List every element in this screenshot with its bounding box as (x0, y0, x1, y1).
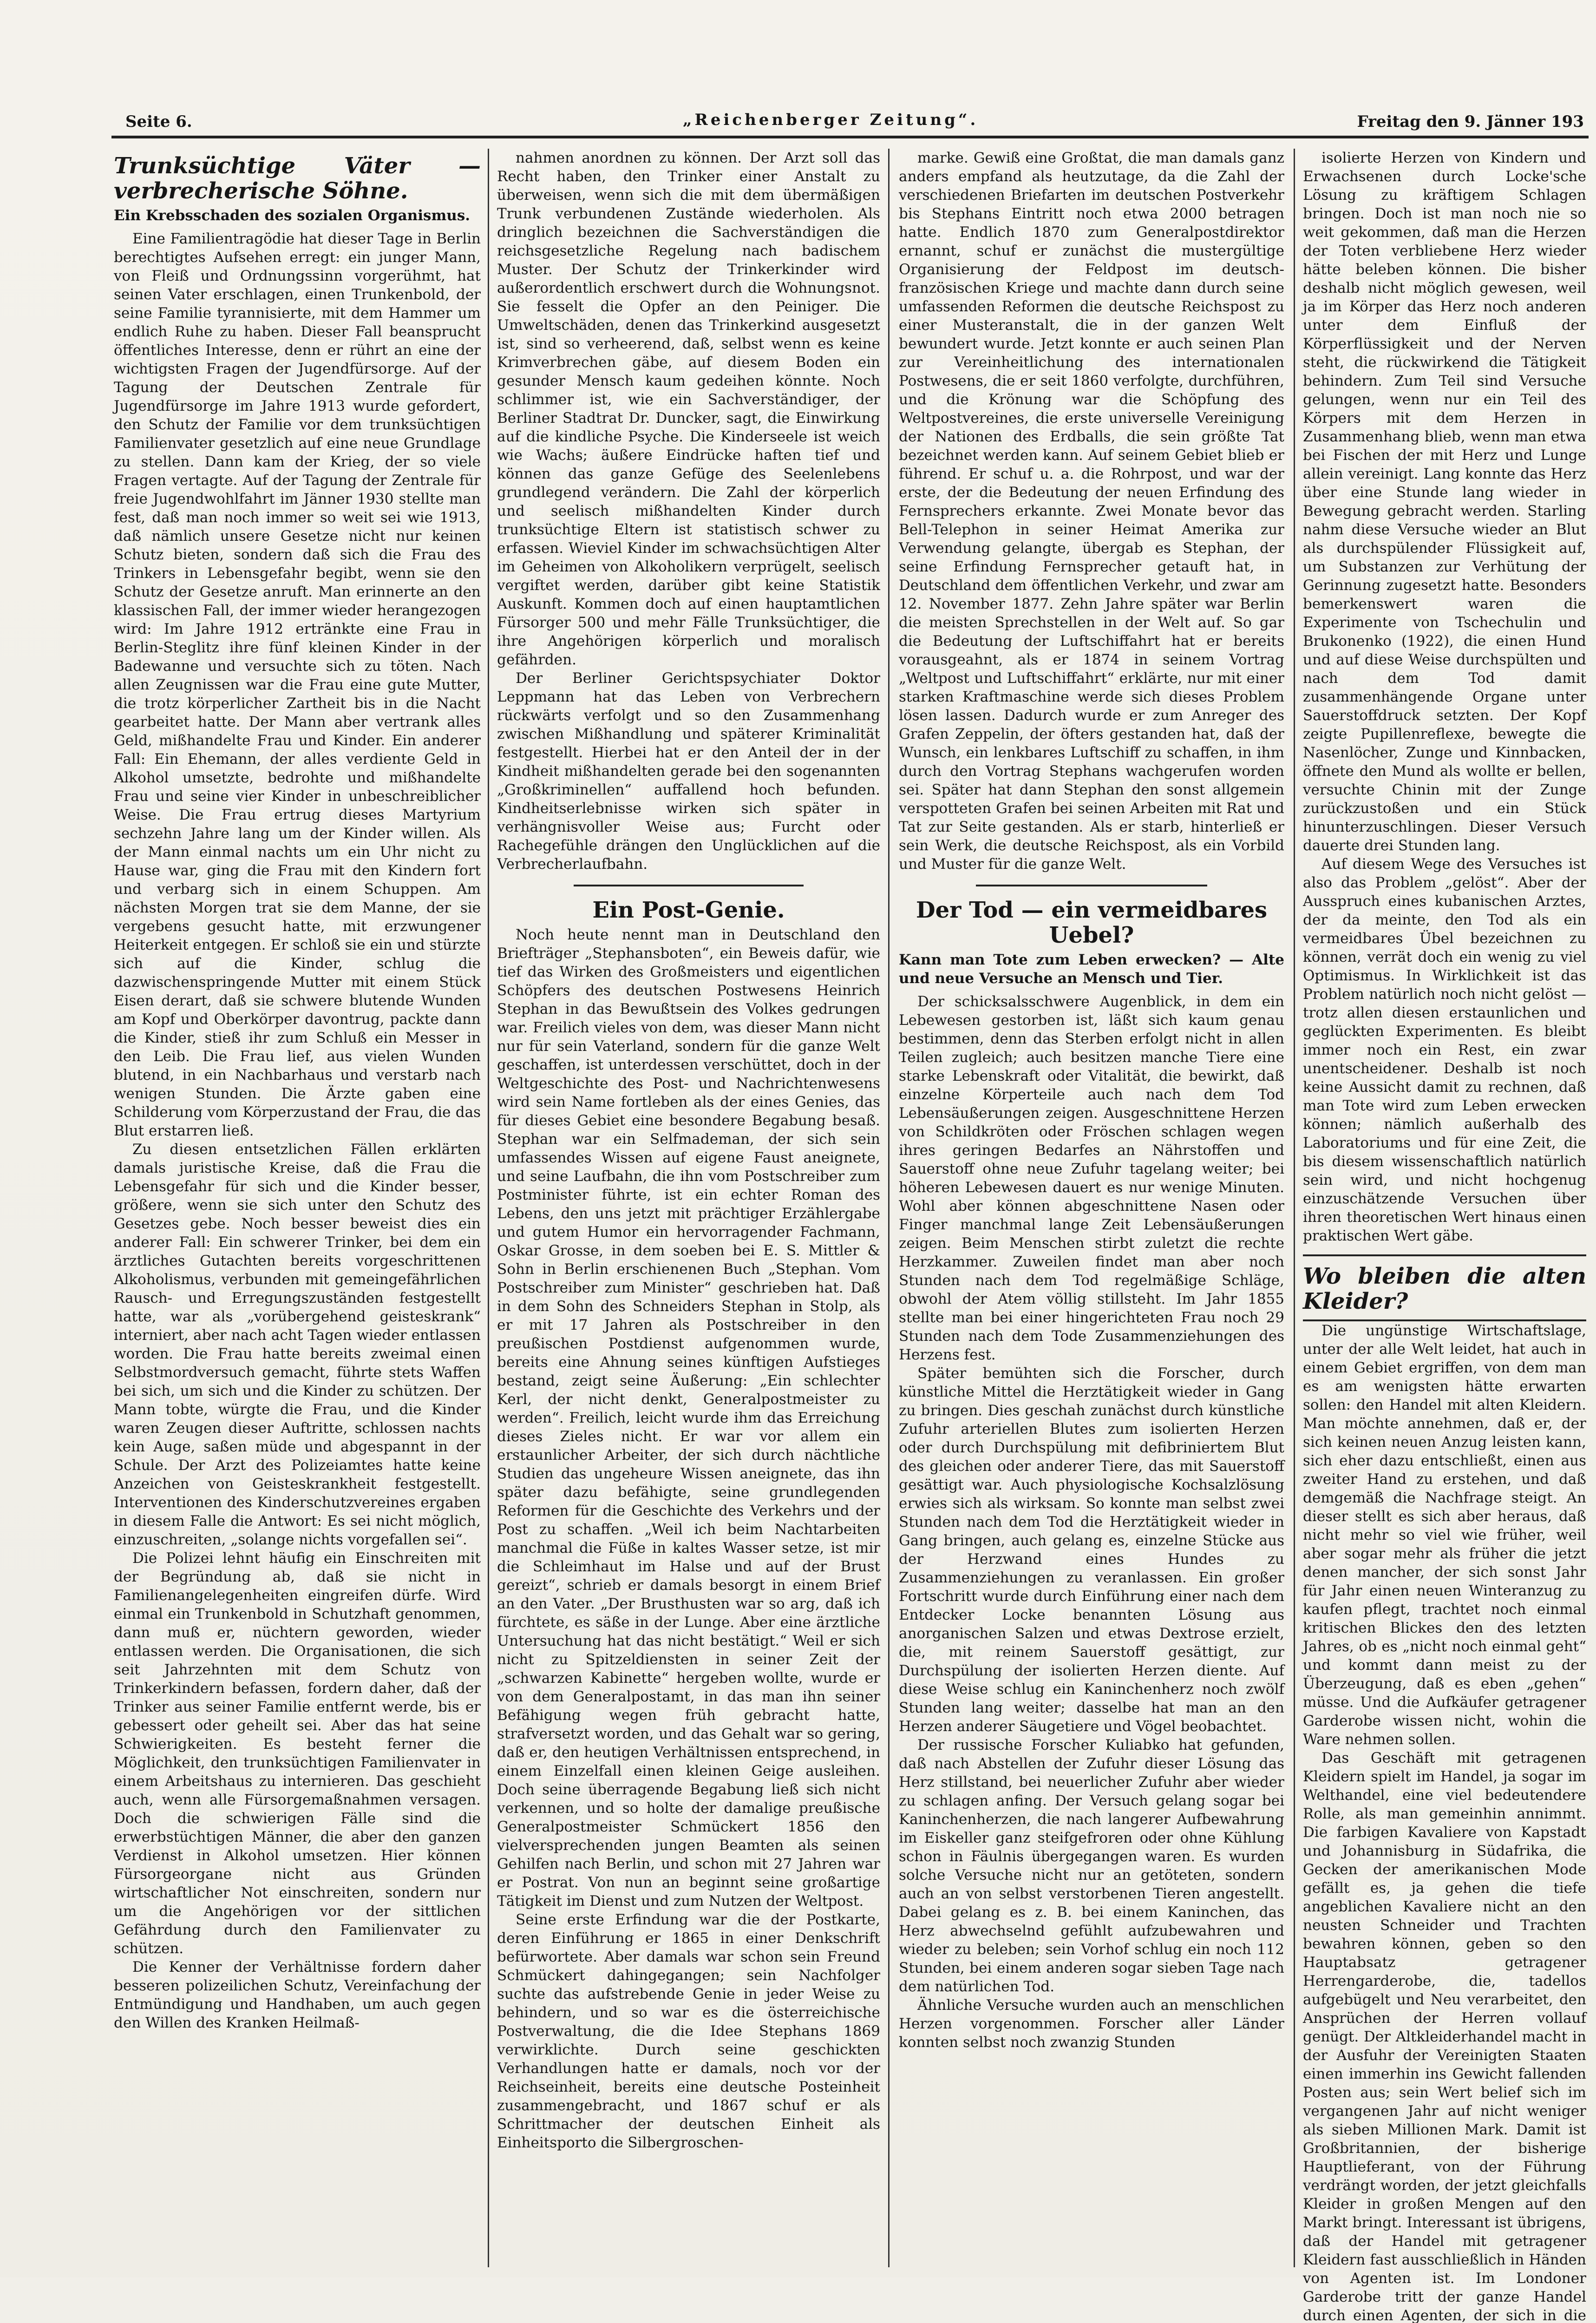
section-separator (976, 885, 1207, 886)
article-paragraph: marke. Gewiß eine Großtat, die man damals ganz anders empfand als heutzutage, da die Zahl der verschiedenen Briefarten im deutschen Postverkehr bis Stephans Eintritt noch etwa 2000 betragen hatte. Endlich 1870 zum Generalpostdirektor ernannt, schuf er zunächst die mustergültige Organisierung der Feldpost im deutsch-französischen Kriege und machte dann durch seine umfassenden Reformen die deutsche Reichspost zu einer Musteranstalt, die in der ganzen Welt bewundert wurde. Jetzt konnte er auch seinen Plan zur Vereinheitlichung des internationalen Postwesens, die er seit 1860 verfolgte, durchführen, und die Krönung war die Schöpfung des Weltpostvereines, die erste universelle Vereinigung der Nationen des Erdballs, die sein größte Tat bezeichnet werden kann. Auf seinem Gebiet blieb er führend. Er schuf u. a. die Rohrpost, und war der erste, der die Bedeutung der neuen Erfindung des Fernsprechers erkannte. Zwei Monate bevor das Bell-Telephon in seiner Heimat Amerika zur Verwendung gelangte, übergab es Stephan, der seine Erfindung Fernsprecher getauft hat, in Deutschland dem öffentlichen Verkehr, und zwar am 12. November 1877. Zehn Jahre später war Berlin die meisten Sprechstellen in der Welt auf. So gar die Bedeutung der Luftschiffahrt hat er bereits vorausgeahnt, als er 1874 in seinem Vortrag „Weltpost und Luftschiffahrt“ erklärte, nur mit einer starken Kraftmaschine werde sich dieses Problem lösen lassen. Dadurch wurde er zum Anreger des Grafen Zeppelin, der öfters gestanden hat, daß der Wunsch, ein lenkbares Luftschiff zu schaffen, in ihm durch den Vortrag Stephans wachgerufen worden sei. Später hat dann Stephan den sonst allgemein verspotteten Grafen bei seinen Arbeiten mit Rat und Tat zur Seite gestanden. Als er starb, hinterließ er sein Werk, die deutsche Reichspost, als ein Vorbild und Muster für die ganze Welt. (899, 150, 1284, 873)
article-subtitle: Ein Krebsschaden des sozialen Organismus. (114, 207, 471, 224)
article-title: Trunksüchtige Väter — verbrecherische Söhne. (114, 153, 481, 204)
article-subtitle: Kann man Tote zum Leben erwecken? — Alte und neue Versuche an Mensch und Tier. (899, 952, 1284, 987)
page-header (125, 108, 1584, 145)
article-paragraph: isolierte Herzen von Kindern und Erwachsenen durch Locke'sche Lösung zu kräftigem Schlagen bringen. Doch ist man noch nie so weit gekommen, daß man die Herzen der Toten verbliebene Herz wieder hätte beleben können. Die bisher deshalb nicht möglich gewesen, weil ja im Körper das Herz noch anderen unter dem Einfluß der Körperflüssigkeit und der Nerven steht, die rückwirkend die Tätigkeit behindern. Zum Teil sind Versuche gelungen, wenn nur ein Teil des Körpers mit dem Herzen in Zusammenhang blieb, wenn man etwa bei Fischen der mit Herz und Lunge allein vereinigt. Lang konnte das Herz über eine Stunde lang wieder in Bewegung gebracht werden. Starling nahm diese Versuche wieder an Blut als durchspülender Flüssigkeit auf, um Substanzen zur Verhütung der Gerinnung zugesetzt hatte. Besonders bemerkenswert waren die Experimente von Tschechulin und Brukonenko (1922), die einen Hund und auf diese Weise durchspülten und nach dem Tod damit zusammenhängende Organe unter Sauerstoffdruck setzten. Der Kopf zeigte Pupillenreflexe, bewegte die Nasenlöcher, Zunge und Kinnbacken, öffnete den Mund als wollte er bellen, versuchte Chinin mit der Zunge zurückzustoßen und ein Stück hinunterzuschlingen. Dieser Versuch dauerte drei Stunden lang. (1303, 150, 1586, 854)
column-2 (497, 149, 880, 2267)
article-title: Der Tod — ein vermeidbares Uebel? (916, 897, 1268, 948)
column-1 (114, 149, 481, 2267)
article-title: Wo bleiben die alten Kleider? (1303, 1263, 1586, 1314)
article-paragraph: Die Polizei lehnt häufig ein Einschreiten mit der Begründung ab, daß sie nicht in Familienangelegenheiten eingreifen dürfe. Wird einmal ein Trunkenbold in Schutzhaft genommen, dann muß er, nüchtern geworden, wieder entlassen werden. Die Organisationen, die sich seit Jahrzehnten mit dem Schutz von Trinkerkindern befassen, fordern daher, daß der Trinker aus seiner Familie entfernt werde, bis er gebessert oder geheilt sei. Aber das hat seine Schwierigkeiten. Es besteht ferner die Möglichkeit, den trunksüchtigen Familienvater in einem Arbeitshaus zu internieren. Das geschieht auch, wenn alle Fürsorgemaßnahmen versagen. Doch die schwierigen Fälle sind die erwerbstüchtigen Männer, die aber den ganzen Verdienst in Alkohol umsetzen. Hier können Fürsorgeorgane nicht aus Gründen wirtschaftlicher Not einschreiten, sondern nur um die Angehörigen vor der sittlichen Gefährdung durch den Familienvater zu schützen. (114, 1550, 481, 1957)
section-separator (574, 885, 804, 886)
column-divider (1294, 149, 1295, 2267)
article-paragraph: Eine Familientragödie hat dieser Tage in Berlin berechtigtes Aufsehen erregt: ein junger Mann, von Fleiß und Ordnungssinn vorgerühmt, hat seinen Vater erschlagen, einen Trunkenbold, der seine Familie tyrannisierte, mit dem Hammer um endlich Ruhe zu haben. Dieser Fall beansprucht öffentliches Interesse, denn er rührt an eine der wichtigsten Fragen der Jugendfürsorge. Auf der Tagung der Deutschen Zentrale für Jugendfürsorge im Jahre 1913 wurde gefordert, den Schutz der Familie vor dem trunksüchtigen Familienvater gesetzlich auf eine neue Grundlage zu stellen. Dann kam der Krieg, der so viele Fragen vertagte. Auf der Tagung der Zentrale für freie Jugendwohlfahrt im Jänner 1930 stellte man fest, daß man noch immer so weit sei wie 1913, daß nämlich unsere Gesetze nicht nur keinen Schutz bieten, sondern daß sich die Frau des Trinkers in Lebensgefahr begibt, wenn sie den Schutz der Gesetze anruft. Man erinnerte an den klassischen Fall, der immer wieder herangezogen wird: Im Jahre 1912 ertränkte eine Frau in Berlin-Steglitz ihre fünf kleinen Kinder in der Badewanne und versuchte sich zu töten. Nach allen Zeugnissen war die Frau eine gute Mutter, die trotz körperlicher Zartheit bis in die Nacht gearbeitet hatte. Der Mann aber vertrank alles Geld, mißhandelte Frau und Kinder. Ein anderer Fall: Ein Ehemann, der alles verdiente Geld in Alkohol umsetzte, bedrohte und mißhandelte Frau und seine vier Kinder in unbeschreiblicher Weise. Die Frau ertrug dieses Martyrium sechzehn Jahre lang um der Kinder willen. Als der Mann einmal nachts um ein Uhr nicht zu Hause war, ging die Frau mit den Kindern fort und verbarg sich in einem Schuppen. Am nächsten Morgen trat sie dem Manne, der sie vergebens gesucht hatte, mit erzwungener Heiterkeit entgegen. Er schloß sie ein und stürzte sich auf die Kinder, schlug die dazwischenspringende Mutter mit einem Stück Eisen derart, daß sie schwere blutende Wunden am Kopf und Oberkörper davontrug, packte dann die Kinder, stieß ihr zum Schluß ein Messer in den Leib. Die Frau lief, aus vielen Wunden blutend, in ein Nachbarhaus und verstarb nach wenigen Stunden. Die Ärzte gaben eine Schilderung vom Körperzustand der Frau, die das Blut erstarren ließ. (114, 230, 481, 1139)
article-paragraph: Zu diesen entsetzlichen Fällen erklärten damals juristische Kreise, daß die Frau die Lebensgefahr für sich und die Kinder besser, größere, wenn sie sich unter den Schutz des Gesetzes gebe. Noch besser beweist dies ein anderer Fall: Ein schwerer Trinker, bei dem ein ärztliches Gutachten bereits vorgeschrittenen Alkoholismus, verbunden mit gemeingefährlichen Rausch- und Erregungszuständen festgestellt hatte, war als „vorübergehend geisteskrank“ interniert, aber nach acht Tagen wieder entlassen worden. Die Frau hatte bereits zweimal einen Selbstmordversuch gemacht, führte stets Waffen bei sich, um sich und die Kinder zu schützen. Der Mann tobte, würgte die Frau, und die Kinder waren Zeugen dieser Auftritte, schlossen nachts kein Auge, saßen müde und abgespannt in der Schule. Der Arzt des Polizeiamtes hatte keine Anzeichen von Geisteskrankheit festgestellt. Interventionen des Kinderschutzvereines ergaben in diesem Falle die Antwort: Es sei nicht möglich, einzuschreiten, „solange nichts vorgefallen sei“. (114, 1141, 481, 1548)
article-paragraph: Später bemühten sich die Forscher, durch künstliche Mittel die Herztätigkeit wieder in Gang zu bringen. Dies geschah zunächst durch künstliche Zufuhr arteriellen Blutes zum isolierten Herzen oder durch Durchspülung mit defibriniertem Blut des gleichen oder anderer Tiere, das mit Sauerstoff gesättigt war. Auch physiologische Kochsalzlösung erwies sich als wirksam. So konnte man selbst zwei Stunden nach dem Tod die Herztätigkeit wieder in Gang bringen, auch gelang es, einzelne Stücke aus der Herzwand eines Hundes zu Zusammenziehungen zu veranlassen. Ein großer Fortschritt wurde durch Einführung einer nach dem Entdecker Locke benannten Lösung aus anorganischen Salzen und etwas Dextrose erzielt, die, mit reinem Sauerstoff gesättigt, zur Durchspülung der isolierten Herzen diente. Auf diese Weise schlug ein Kaninchenherz noch zwölf Stunden lang weiter; dasselbe hat man an den Herzen anderer Säugetiere und Vögel beobachtet. (899, 1365, 1284, 1735)
article-paragraph: Der Berliner Gerichtspsychiater Doktor Leppmann hat das Leben von Verbrechern rückwärts verfolgt und so den Zusammenhang zwischen Mißhandlung und späterer Kriminalität festgestellt. Hierbei hat er den Anteil der in der Kindheit mißhandelten gerade bei den sogenannten „Großkriminellen“ auffallend hoch befunden. Kindheitserlebnisse wirken sich später in verhängnisvoller Weise aus; Furcht oder Rachegefühle drängen den Unglücklichen auf die Verbrecherlaufbahn. (497, 670, 880, 873)
article-paragraph: Auf diesem Wege des Versuches ist also das Problem „gelöst“. Aber der Ausspruch eines kubanischen Arztes, der da meinte, den Tod als ein vermeidbares Übel bezeichnen zu können, verrät doch ein wenig zu viel Optimismus. In Wirklichkeit ist das Problem natürlich noch nicht gelöst — trotz allen diesen erstaunlichen und geglückten Experimenten. Es bleibt immer noch ein Rest, ein zwar unentscheidener. Deshalb ist noch keine Aussicht damit zu rechnen, daß man Tote wird zum Leben erwecken können; nämlich außerhalb des Laboratoriums und für eine Zeit, die bis diesem wissenschaftlich natürlich sein wird, und nicht hochgenug einzuschätzende Versuchen über ihren theoretischen Wert hinaus einen praktischen Wert gäbe. (1303, 856, 1586, 1244)
article-paragraph: Die Kenner der Verhältnisse fordern daher besseren polizeilichen Schutz, Vereinfachung der Entmündigung und Handhaben, um auch gegen den Willen des Kranken Heilmaß- (114, 1959, 481, 2031)
article-paragraph: Das Geschäft mit getragenen Kleidern spielt im Handel, ja sogar im Welthandel, eine viel bedeutendere Rolle, als man gemeinhin annimmt. Die farbigen Kavaliere von Kapstadt und Johannisburg in Südafrika, die Gecken der amerikanischen Mode gefällt es, ja gehen die tiefe angeblichen Kavaliere nicht an den neusten Schneider und Trachten bewahren können, geben so den Hauptabsatz getragener Herrengarderobe, die, tadellos aufgebügelt und Neu verarbeitet, den Ansprüchen der Herren vollauf genügt. Der Altkleiderhandel macht in der Ausfuhr der Vereinigten Staaten einen immerhin ins Gewicht fallenden Posten aus; sein Wert belief sich im vergangenen Jahr auf nicht weniger als sieben Millionen Mark. Damit ist Großbritannien, der bisherige Hauptlieferant, von der Führung verdrängt worden, der jetzt gleichfalls Kleider in großen Mengen auf den Markt bringt. Interessant ist übrigens, daß der Handel mit getragener Kleidern fast ausschließlich in Händen von Agenten ist. Im Londoner Garderobe tritt der ganze Handel durch einen Agenten, der sich in die (1303, 1750, 1586, 2323)
column-divider (488, 149, 489, 2267)
issue-date: Freitag den 9. Jänner 193 (1357, 112, 1584, 131)
page-number: Seite 6. (125, 112, 192, 131)
article-paragraph: nahmen anordnen zu können. Der Arzt soll das Recht haben, den Trinker einer Anstalt zu überweisen, wenn sich die mit dem übermäßigen Trunk verbundenen Zustände wiederholen. Als dringlich bezeichnen die Sachverständigen die reichsgesetzliche Regelung nach badischem Muster. Der Schutz der Trinkerkinder wird außerordentlich erschwert durch die Wohnungsnot. Sie fesselt die Opfer an den Peiniger. Die Umweltschäden, denen das Trinkerkind ausgesetzt ist, sind so verheerend, daß, selbst wenn es keine Krimverbrechen gäbe, auf diesem Boden ein gesunder Mensch kaum gedeihen könnte. Noch schlimmer ist, wie ein Sachverständiger, der Berliner Stadtrat Dr. Duncker, sagt, die Einwirkung auf die kindliche Psyche. Die Kinderseele ist weich wie Wachs; äußere Eindrücke haften tief und können das ganze Gefüge des Seelenlebens grundlegend verändern. Die Zahl der körperlich und seelisch mißhandelten Kinder durch trunksüchtige Eltern ist statistisch schwer zu erfassen. Wieviel Kinder im schwachsüchtigen Alter im Geheimen von Alkoholikern verprügelt, seelisch vergiftet werden, darüber gibt keine Statistik Auskunft. Kommen doch auf einen hauptamtlichen Fürsorger 500 und mehr Fälle Trunksüchtiger, die ihre Angehörigen körperlich und moralisch gefährden. (497, 150, 880, 668)
article-paragraph: Die ungünstige Wirtschaftslage, unter der alle Welt leidet, hat auch in einem Gebiet ergriffen, von dem man es am wenigsten hätte erwarten sollen: den Handel mit alten Kleidern. Man möchte annehmen, daß er, der sich keinen neuen Anzug leisten kann, sich eher dazu entschließt, einen aus zweiter Hand zu erstehen, und daß demgemäß die Nachfrage steigt. An dieser stellt es sich aber heraus, daß nicht mehr so viel wie früher, weil aber sogar mehr als früher die jetzt denen mancher, der sich sonst Jahr für Jahr einen neuen Winteranzug zu kaufen pflegt, trachtet noch einmal kritischen Blickes den des letzten Jahres, ob es „nicht noch einmal geht“ und kommt dann meist zu der Überzeugung, daß es eben „gehen“ müsse. Und die Aufkäufer getragener Garderobe wissen nicht, wohin die Ware nehmen sollen. (1303, 1322, 1586, 1748)
column-divider (888, 149, 890, 2267)
article-paragraph: Der schicksalsschwere Augenblick, in dem ein Lebewesen gestorben ist, läßt sich kaum genau bestimmen, denn das Sterben erfolgt nicht in allen Teilen zugleich; auch besitzen manche Tiere eine starke Lebenskraft oder Vitalität, die bewirkt, daß einzelne Körperteile auch nach dem Tod Lebensäußerungen zeigen. Ausgeschnittene Herzen von Schildkröten oder Fröschen schlagen wegen ihres geringen Bedarfes an Nährstoffen und Sauerstoff ohne neue Zufuhr tagelang weiter; bei höheren Lebewesen dauert es nur wenige Minuten. Wohl aber können abgeschnittene Nasen oder Finger manchmal lange Zeit Lebensäußerungen zeigen. Beim Menschen stirbt zuletzt die rechte Herzkammer. Zuweilen findet man aber noch Stunden nach dem Tod regelmäßige Schläge, obwohl der Atem völlig stillsteht. Im Jahr 1855 stellte man bei einer hingerichteten Frau noch 29 Stunden nach dem Tode Zusammenziehungen des Herzens fest. (899, 993, 1284, 1363)
article-paragraph: Der russische Forscher Kuliabko hat gefunden, daß nach Abstellen der Zufuhr dieser Lösung das Herz stillstand, bei neuerlicher Zufuhr aber wieder zu schlagen anfing. Der Versuch gelang sogar bei Kaninchenherzen, die nach langerer Aufbewahrung im Eiskeller ganz steifgefroren oder ohne Kühlung schon in Fäulnis übergegangen waren. Es wurden solche Versuche nicht nur an getöteten, sondern auch an von selbst verstorbenen Tieren angestellt. Dabei gelang es z. B. bei einem Kaninchen, das Herz abwechselnd gefühlt aufzubewahren und wieder zu beleben; sein Vorhof schlug ein noch 112 Stunden, bei einem anderen sogar sieben Tage nach dem natürlichen Tod. (899, 1737, 1284, 1995)
article-paragraph: Seine erste Erfindung war die der Postkarte, deren Einführung er 1865 in einer Denkschrift befürwortete. Aber damals war schon sein Freund Schmückert dahingegangen; sein Nachfolger suchte das aufstrebende Genie in jeder Weise zu behindern, und so war es die österreichische Postverwaltung, die die Idee Stephans 1869 verwirklichte. Durch seine geschickten Verhandlungen hatte er damals, noch vor der Reichseinheit, bereits eine deutsche Posteinheit zusammengebracht, und 1867 schuf er als Schrittmacher der deutschen Einheit als Einheitsporto die Silbergroschen- (497, 1911, 880, 2151)
header-rule (111, 136, 1589, 138)
column-4 (1303, 149, 1586, 2323)
newspaper-title: „Reichenberger Zeitung“. (683, 111, 979, 129)
article-title-bar (1303, 1254, 1586, 1321)
column-3 (899, 149, 1284, 2267)
article-paragraph: Noch heute nennt man in Deutschland den Briefträger „Stephansboten“, ein Beweis dafür, wie tief das Wirken des Großmeisters und eigentlichen Schöpfers des deutschen Postwesens Heinrich Stephan in das Bewußtsein des Volkes gedrungen war. Freilich vieles von dem, was dieser Mann nicht nur für sein Vaterland, sondern für die ganze Welt geschaffen, ist unterdessen verschüttet, doch in der Weltgeschichte des Post- und Nachrichtenwesens wird sein Name fortleben als der eines Genies, das für dieses Gebiet eine besondere Begabung besaß. Stephan war ein Selfmademan, der sich sein umfassendes Wissen auf eigene Faust aneignete, und seine Laufbahn, die ihn vom Postschreiber zum Postminister führte, ist ein echter Roman des Lebens, den uns jetzt mit prächtiger Erzählergabe und gutem Humor ein hervorragender Fachmann, Oskar Grosse, in dem soeben bei E. S. Mittler & Sohn in Berlin erschienenen Buch „Stephan. Vom Postschreiber zum Minister“ geschrieben hat. Daß in dem Sohn des Schneiders Stephan in Stolp, als er mit 17 Jahren als Postschreiber in den preußischen Postdienst aufgenommen wurde, bereits eine Ahnung seines künftigen Aufstieges bestand, zeigt seine Äußerung: „Ein schlechter Kerl, der nicht denkt, Generalpostmeister zu werden“. Freilich, leicht wurde ihm das Erreichung dieses Zieles nicht. Er war vor allem ein erstaunlicher Arbeiter, der sich durch nächtliche Studien das ungeheure Wissen aneignete, das ihn später dazu befähigte, seine grundlegenden Reformen für die Geschichte des Verkehrs und der Post zu schaffen. „Weil ich beim Nachtarbeiten manchmal die Füße in kaltes Wasser setze, ist mir die Schleimhaut im Halse und auf der Brust gereizt“, schrieb er damals besorgt in einem Brief an den Vater. „Der Brusthusten war so arg, daß ich fürchtete, es säße in der Lunge. Aber eine ärztliche Untersuchung hat das nicht bestätigt.“ Weil er sich nicht zu Spitzeldiensten in seiner Zeit der „schwarzen Kabinette“ hergeben wollte, wurde er von dem Generalpostamt, in das man ihn seiner Befähigung wegen früh gebracht hatte, strafversetzt worden, und das Gehalt war so gering, daß er, den heutigen Verhältnissen entsprechend, in einem Einzelfall einen kleinen Geige ausleihen. Doch seine überragende Begabung ließ sich nicht verkennen, und so holte der damalige preußische Generalpostmeister Schmückert 1856 den vielversprechenden jungen Beamten als seinen Gehilfen nach Berlin, und schon mit 27 Jahren war er Postrat. Von nun an beginnt seine großartige Tätigkeit im Dienst und zum Nutzen der Weltpost. (497, 926, 880, 1910)
article-title: Ein Post-Genie. (592, 897, 785, 923)
article-paragraph: Ähnliche Versuche wurden auch an menschlichen Herzen vorgenommen. Forscher aller Länder konnten selbst noch zwanzig Stunden (899, 1997, 1284, 2051)
